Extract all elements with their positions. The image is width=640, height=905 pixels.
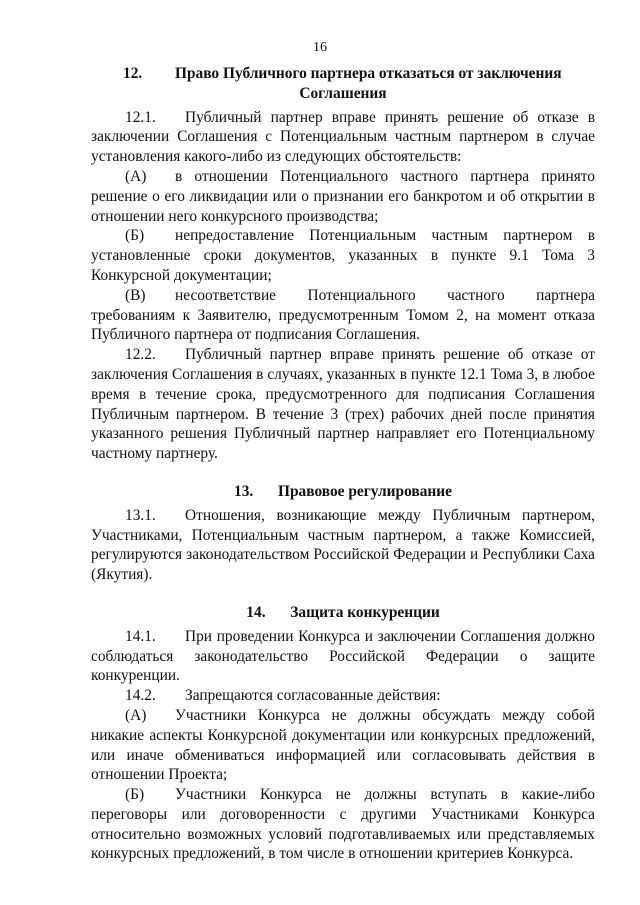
document-body [91,64,595,864]
clause-14-2 [91,686,595,706]
section-13-heading [91,482,595,502]
section-13-number: 13. [234,482,254,500]
clause-14-1-text: При проведении Конкурса и заключении Соглашения должно соблюдаться законодательство Российской Федерации о защите конкуренции. [91,627,595,685]
clause-12-2-label: 12.2. [125,346,156,364]
item-12-b-text: непредоставление Потенциальным частным партнером в установленные сроки документов, указанных в пункте 9.1 Тома 3 Конкурсной документации; [91,227,595,284]
section-14-number: 14. [246,603,266,621]
section-12-title-line1: Право Публичного партнера отказаться от заключения [175,65,562,82]
clause-13-1-label: 13.1. [125,506,156,524]
item-14-a-label: (А) [125,706,147,724]
item-14-b [91,785,595,864]
item-12-a-label: (А) [125,167,147,185]
clause-12-2 [91,345,595,464]
clause-12-1 [91,108,595,167]
clause-13-1 [91,506,595,585]
section-12-heading [91,64,595,104]
section-14-heading [91,603,595,623]
clause-14-1-label: 14.1. [125,627,156,645]
item-14-a-text: Участники Конкурса не должны обсуждать между собой никакие аспекты Конкурсной документации или конкурсных предложений, или иначе обмениваться информацией или согласовывать действия в отношении Проекта; [91,706,595,784]
item-12-v [91,286,595,345]
item-12-b [91,226,595,285]
clause-14-2-text: Запрещаются согласованные действия: [185,687,441,705]
item-12-a [91,167,595,226]
item-14-b-text: Участники Конкурса не должны вступать в какие-либо переговоры или договоренности с другими Участниками Конкурса относительно возможных условий подготавливаемых или представляемых конкурсных предложений, в том числе в отношении критериев Конкурса. [91,786,595,863]
clause-12-1-text: Публичный партнер вправе принять решение об отказе в заключении Соглашения с Потенциальным частным партнером в случае установления какого-либо из следующих обстоятельств: [91,108,595,166]
section-12-title-line2: Соглашения [299,84,387,102]
clause-12-2-text: Публичный партнер вправе принять решение об отказе от заключения Соглашения в случаях, указанных в пункте 12.1 Тома 3, в любое время в течение срока, предусмотренного для подписания Соглашения Публичным партнером. В течение 3 (трех) рабочих дней после принятия указанного решения Публичный партнер направляет его Потенциальному частному партнеру. [91,346,595,463]
item-12-a-text: в отношении Потенциального частного партнера принято решение о его ликвидации или о признании его банкротом и об открытии в отношении него конкурсного производства; [91,167,595,225]
clause-14-2-label: 14.2. [125,687,156,705]
page-number: 16 [313,40,327,55]
clause-13-1-text: Отношения, возникающие между Публичным партнером, Участниками, Потенциальным частным партнером, а также Комиссией, регулируются законодательством Российской Федерации и Республики Саха (Якутия). [91,506,595,584]
section-13-title: Правовое регулирование [278,482,452,500]
item-12-b-label: (Б) [125,227,145,245]
item-12-v-label: (В) [125,286,146,304]
clause-14-1 [91,627,595,686]
item-14-a [91,706,595,785]
item-12-v-text: несоответствие Потенциального частного партнера требованиям к Заявителю, предусмотренным Томом 2, на момент отказа Публичного партнера от подписания Соглашения. [91,286,595,344]
item-14-b-label: (Б) [125,786,145,804]
clause-12-1-label: 12.1. [125,108,156,126]
section-12-number: 12. [123,65,143,82]
section-14-title: Защита конкуренции [290,603,440,621]
